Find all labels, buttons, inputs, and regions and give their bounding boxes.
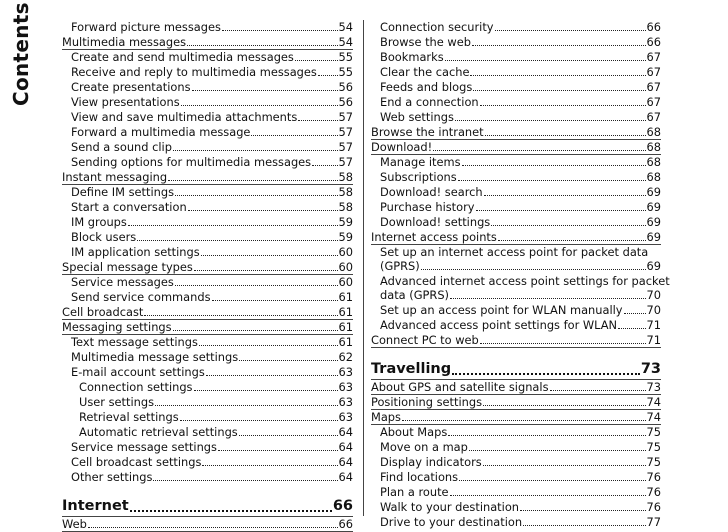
toc-entry[interactable] xyxy=(62,335,353,350)
toc-entry[interactable] xyxy=(371,170,661,185)
toc-entry[interactable] xyxy=(62,380,353,395)
toc-page-number: 68 xyxy=(646,155,661,169)
toc-dot-leader xyxy=(624,313,646,314)
toc-page-number: 61 xyxy=(338,290,353,304)
toc-entry[interactable] xyxy=(62,245,353,260)
toc-entry-label: IM application settings xyxy=(71,245,200,259)
toc-page-number: 57 xyxy=(338,140,353,154)
toc-entry[interactable] xyxy=(62,170,353,185)
toc-entry-label: data (GPRS) xyxy=(380,288,450,302)
toc-entry-label: Browse the intranet xyxy=(371,125,484,139)
toc-page-number: 56 xyxy=(338,95,353,109)
toc-page-number: 67 xyxy=(646,110,661,124)
toc-entry-label: Drive to your destination xyxy=(380,515,523,529)
toc-chapter-entry[interactable] xyxy=(371,360,661,380)
toc-dot-leader xyxy=(480,105,646,106)
toc-entry-label: Display indicators xyxy=(380,455,482,469)
toc-entry-label: Purchase history xyxy=(380,200,475,214)
toc-entry[interactable] xyxy=(371,485,661,500)
toc-entry[interactable] xyxy=(371,95,661,110)
toc-entry[interactable] xyxy=(62,320,353,335)
toc-entry[interactable] xyxy=(371,80,661,95)
toc-page-number: 58 xyxy=(338,200,353,214)
toc-dot-leader xyxy=(239,360,337,361)
toc-entry[interactable] xyxy=(371,110,661,125)
toc-entry-label: Maps xyxy=(371,410,401,424)
toc-page-number: 60 xyxy=(338,245,353,259)
toc-page-number: 75 xyxy=(646,440,661,454)
toc-entry-label: Plan a route xyxy=(380,485,449,499)
toc-entry[interactable] xyxy=(371,140,661,155)
toc-entry-label: Retrieval settings xyxy=(79,410,179,424)
toc-entry-label: Connect PC to web xyxy=(371,333,479,347)
toc-entry-label: User settings xyxy=(79,395,155,409)
toc-entry[interactable] xyxy=(371,333,661,348)
toc-entry-label: End a connection xyxy=(380,95,479,109)
toc-entry-label: Manage items xyxy=(380,155,461,169)
toc-entry-label: View presentations xyxy=(71,95,180,109)
toc-entry[interactable] xyxy=(62,65,353,80)
toc-page-number: 54 xyxy=(338,20,353,34)
toc-entry[interactable] xyxy=(62,350,353,365)
toc-entry-label: About Maps xyxy=(380,425,448,439)
toc-page-number: 57 xyxy=(338,110,353,124)
toc-entry-label: Service messages xyxy=(71,275,174,289)
toc-entry[interactable] xyxy=(371,245,661,274)
toc-page-number: 64 xyxy=(338,440,353,454)
toc-entry-label: Find locations xyxy=(380,470,459,484)
toc-entry[interactable] xyxy=(62,95,353,110)
toc-page-number: 61 xyxy=(338,320,353,334)
toc-entry-label: Special message types xyxy=(62,260,193,274)
toc-entry-label: Instant messaging xyxy=(62,170,168,184)
toc-dot-leader xyxy=(201,255,338,256)
toc-dot-leader xyxy=(251,135,337,136)
toc-page-number: 62 xyxy=(338,350,353,364)
toc-dot-leader xyxy=(295,60,338,61)
toc-dot-leader xyxy=(180,420,338,421)
toc-dot-leader xyxy=(495,30,646,31)
toc-page-number: 66 xyxy=(332,498,353,514)
toc-entry-label: Cell broadcast settings xyxy=(71,455,202,469)
toc-page-number: 76 xyxy=(646,485,661,499)
toc-entry[interactable] xyxy=(62,305,353,320)
toc-dot-leader xyxy=(181,105,338,106)
toc-entry[interactable] xyxy=(371,20,661,35)
toc-page-number: 68 xyxy=(646,140,661,154)
toc-entry-label: Feeds and blogs xyxy=(380,80,473,94)
toc-dot-leader xyxy=(173,150,338,151)
contents-heading xyxy=(2,2,40,126)
toc-entry-label: Multimedia messages xyxy=(62,35,187,49)
toc-entry[interactable] xyxy=(62,260,353,275)
toc-page-number: 74 xyxy=(646,395,661,409)
toc-entry[interactable] xyxy=(62,155,353,170)
toc-dot-leader xyxy=(445,60,646,61)
toc-dot-leader xyxy=(483,405,645,406)
toc-entry[interactable] xyxy=(371,50,661,65)
toc-entry-label: Advanced access point settings for WLAN xyxy=(380,318,618,332)
toc-entry-label: Browse the web xyxy=(380,35,471,49)
toc-dot-leader xyxy=(452,373,640,375)
toc-entry[interactable] xyxy=(62,185,353,200)
toc-dot-leader xyxy=(469,450,646,451)
toc-dot-leader xyxy=(194,390,338,391)
toc-entry-label: Connection settings xyxy=(79,380,193,394)
toc-entry-label: Download! xyxy=(371,140,433,154)
toc-dot-leader xyxy=(194,270,338,271)
toc-dot-leader xyxy=(318,75,338,76)
toc-entry[interactable] xyxy=(371,274,670,303)
toc-entry-label: (GPRS) xyxy=(380,259,420,273)
toc-entry-label: Download! search xyxy=(380,185,483,199)
toc-entry-label: Send service commands xyxy=(71,290,211,304)
toc-dot-leader xyxy=(455,120,646,121)
toc-entry[interactable] xyxy=(371,515,661,530)
toc-entry-label: Start a conversation xyxy=(71,200,187,214)
toc-entry[interactable] xyxy=(371,230,661,245)
toc-page-number: 75 xyxy=(646,455,661,469)
toc-entry-label: Download! settings xyxy=(380,215,491,229)
toc-dot-leader xyxy=(498,240,646,241)
toc-dot-leader xyxy=(459,480,645,481)
toc-entry[interactable] xyxy=(371,215,661,230)
toc-page-number: 69 xyxy=(646,215,661,229)
toc-page-number: 63 xyxy=(338,410,353,424)
toc-entry[interactable] xyxy=(62,410,353,425)
contents-heading-text: Contents xyxy=(9,2,33,106)
toc-entry[interactable] xyxy=(62,20,353,35)
toc-page-number: 55 xyxy=(338,50,353,64)
toc-dot-leader xyxy=(218,450,338,451)
toc-entry[interactable] xyxy=(371,200,661,215)
toc-dot-leader xyxy=(520,510,645,511)
toc-entry[interactable] xyxy=(371,318,661,333)
toc-dot-leader xyxy=(206,375,338,376)
toc-entry[interactable] xyxy=(371,395,661,410)
toc-chapter-entry[interactable] xyxy=(62,497,353,517)
toc-dot-leader xyxy=(175,195,337,196)
toc-page-number: 63 xyxy=(338,395,353,409)
toc-dot-leader xyxy=(483,465,646,466)
toc-page-number: 76 xyxy=(646,500,661,514)
toc-dot-leader xyxy=(450,298,645,299)
toc-dot-leader xyxy=(175,285,338,286)
toc-dot-leader xyxy=(144,315,337,316)
toc-entry-label: Bookmarks xyxy=(380,50,444,64)
toc-entry[interactable] xyxy=(371,410,661,425)
toc-dot-leader xyxy=(199,345,338,346)
toc-entry-label: Define IM settings xyxy=(71,185,175,199)
toc-chapter-label: Internet xyxy=(62,498,129,514)
toc-entry[interactable] xyxy=(62,425,353,440)
toc-entry-label: E-mail account settings xyxy=(71,365,205,379)
toc-dot-leader xyxy=(137,240,337,241)
toc-dot-leader xyxy=(480,343,646,344)
toc-dot-leader xyxy=(202,465,337,466)
toc-page-number: 58 xyxy=(338,185,353,199)
toc-page-number: 69 xyxy=(646,200,661,214)
toc-entry-label: Web xyxy=(62,517,87,531)
toc-entry[interactable] xyxy=(62,125,353,140)
toc-dot-leader xyxy=(458,180,646,181)
toc-dot-leader xyxy=(239,435,338,436)
toc-page-number: 69 xyxy=(646,230,661,244)
toc-entry-label: Service message settings xyxy=(71,440,217,454)
toc-entry-label: Send a sound clip xyxy=(71,140,172,154)
toc-entry[interactable] xyxy=(62,395,353,410)
toc-entry[interactable] xyxy=(62,290,353,305)
toc-entry-label: Create and send multimedia messages xyxy=(71,50,294,64)
toc-dot-leader xyxy=(402,420,646,421)
toc-page-number: 70 xyxy=(646,288,661,302)
toc-page-number: 60 xyxy=(338,260,353,274)
toc-entry-label: Connection security xyxy=(380,20,494,34)
toc-entry[interactable] xyxy=(62,50,353,65)
toc-dot-leader xyxy=(433,150,645,151)
toc-page-number: 66 xyxy=(338,517,353,531)
toc-right-column xyxy=(371,20,670,530)
toc-entry[interactable] xyxy=(62,275,353,290)
toc-dot-leader xyxy=(130,510,332,512)
toc-entry-label: Move on a map xyxy=(380,440,468,454)
toc-page-number: 76 xyxy=(646,470,661,484)
toc-page-number: 71 xyxy=(646,318,661,332)
toc-entry-label: Multimedia message settings xyxy=(71,350,239,364)
toc-entry[interactable] xyxy=(62,455,353,470)
toc-dot-leader xyxy=(312,165,337,166)
toc-dot-leader xyxy=(212,300,338,301)
toc-entry-label: View and save multimedia attachments xyxy=(71,110,298,124)
toc-dot-leader xyxy=(421,269,646,270)
toc-entry[interactable] xyxy=(371,455,661,470)
toc-page-number: 60 xyxy=(338,275,353,289)
toc-entry-label: Block users xyxy=(71,230,137,244)
toc-page-number: 73 xyxy=(640,361,661,377)
toc-entry-label: Create presentations xyxy=(71,80,191,94)
toc-page-number: 75 xyxy=(646,425,661,439)
toc-entry-label: IM groups xyxy=(71,215,127,229)
toc-entry-label: Text message settings xyxy=(71,335,198,349)
toc-dot-leader xyxy=(485,135,646,136)
toc-entry-label: Automatic retrieval settings xyxy=(79,425,238,439)
toc-page-number: 69 xyxy=(646,185,661,199)
toc-entry-label: Forward a multimedia message xyxy=(71,125,251,139)
toc-entry[interactable] xyxy=(371,500,661,515)
toc-entry[interactable] xyxy=(62,470,353,485)
toc-entry-label: Subscriptions xyxy=(380,170,457,184)
toc-page-number: 68 xyxy=(646,170,661,184)
toc-entry[interactable] xyxy=(62,80,353,95)
toc-entry[interactable] xyxy=(371,380,661,395)
toc-page-number: 67 xyxy=(646,95,661,109)
toc-entry[interactable] xyxy=(371,303,661,318)
toc-page-number: 66 xyxy=(646,35,661,49)
toc-entry-label: Other settings xyxy=(71,470,153,484)
toc-dot-leader xyxy=(128,225,338,226)
toc-entry[interactable] xyxy=(371,65,661,80)
toc-page-number: 70 xyxy=(646,303,661,317)
toc-dot-leader xyxy=(462,165,646,166)
toc-page-number: 61 xyxy=(338,305,353,319)
toc-entry[interactable] xyxy=(371,185,661,200)
toc-entry-label: Cell broadcast xyxy=(62,305,144,319)
toc-page-number: 57 xyxy=(338,155,353,169)
toc-page-number: 64 xyxy=(338,455,353,469)
toc-dot-leader xyxy=(188,210,338,211)
toc-page-number: 67 xyxy=(646,65,661,79)
toc-dot-leader xyxy=(470,75,645,76)
toc-entry-label: Clear the cache xyxy=(380,65,470,79)
toc-dot-leader xyxy=(476,210,646,211)
toc-dot-leader xyxy=(472,45,646,46)
toc-page-number: 67 xyxy=(646,80,661,94)
toc-entry-label: Forward picture messages xyxy=(71,20,221,34)
toc-page-number: 73 xyxy=(646,380,661,394)
toc-page-number: 64 xyxy=(338,470,353,484)
toc-page-number: 77 xyxy=(646,515,661,529)
toc-entry[interactable] xyxy=(371,35,661,50)
toc-page-number: 59 xyxy=(338,230,353,244)
toc-page-number: 61 xyxy=(338,335,353,349)
toc-page-number: 63 xyxy=(338,365,353,379)
toc-entry-label-line1: Advanced internet access point settings for packet xyxy=(380,274,670,288)
toc-entry-label-line1: Set up an internet access point for packet data xyxy=(380,245,649,259)
toc-entry[interactable] xyxy=(62,200,353,215)
toc-dot-leader xyxy=(192,90,338,91)
toc-dot-leader xyxy=(187,45,337,46)
toc-dot-leader xyxy=(618,328,645,329)
toc-left-column xyxy=(62,20,353,532)
toc-entry[interactable] xyxy=(371,125,661,140)
toc-dot-leader xyxy=(298,120,337,121)
toc-page-number: 63 xyxy=(338,380,353,394)
toc-entry[interactable] xyxy=(62,140,353,155)
toc-dot-leader xyxy=(450,495,646,496)
toc-entry[interactable] xyxy=(62,365,353,380)
toc-page-number: 59 xyxy=(338,215,353,229)
toc-dot-leader xyxy=(155,405,337,406)
toc-entry-label: Web settings xyxy=(380,110,454,124)
toc-entry[interactable] xyxy=(371,425,661,440)
toc-page-number: 56 xyxy=(338,80,353,94)
toc-page-number: 69 xyxy=(646,259,661,273)
toc-dot-leader xyxy=(168,180,337,181)
toc-dot-leader xyxy=(88,527,338,528)
toc-page-number: 57 xyxy=(338,125,353,139)
toc-page-number: 74 xyxy=(646,410,661,424)
toc-entry-label: Sending options for multimedia messages xyxy=(71,155,312,169)
column-divider xyxy=(363,20,364,516)
toc-entry-label: Internet access points xyxy=(371,230,497,244)
toc-entry[interactable] xyxy=(62,35,353,50)
toc-page-number: 64 xyxy=(338,425,353,439)
toc-page-number: 54 xyxy=(338,35,353,49)
toc-entry[interactable] xyxy=(62,517,353,532)
toc-entry-label: About GPS and satellite signals xyxy=(371,380,549,394)
toc-dot-leader xyxy=(473,90,645,91)
toc-entry[interactable] xyxy=(62,440,353,455)
toc-page-number: 71 xyxy=(646,333,661,347)
toc-page-number: 66 xyxy=(646,20,661,34)
toc-dot-leader xyxy=(550,390,646,391)
toc-entry-label: Walk to your destination xyxy=(380,500,520,514)
toc-dot-leader xyxy=(153,480,337,481)
toc-chapter-label: Travelling xyxy=(371,361,452,377)
toc-entry[interactable] xyxy=(62,110,353,125)
toc-dot-leader xyxy=(222,30,338,31)
toc-page-number: 55 xyxy=(338,65,353,79)
toc-page-number: 68 xyxy=(646,125,661,139)
toc-dot-leader xyxy=(448,435,645,436)
toc-entry-label: Set up an access point for WLAN manually xyxy=(380,303,623,317)
toc-entry[interactable] xyxy=(371,470,661,485)
toc-entry[interactable] xyxy=(371,440,661,455)
toc-entry[interactable] xyxy=(371,155,661,170)
toc-entry[interactable] xyxy=(62,215,353,230)
toc-entry-label: Positioning settings xyxy=(371,395,483,409)
toc-entry-label: Messaging settings xyxy=(62,320,172,334)
toc-entry[interactable] xyxy=(62,230,353,245)
toc-dot-leader xyxy=(491,225,645,226)
toc-entry-label: Receive and reply to multimedia messages xyxy=(71,65,317,79)
toc-page-number: 58 xyxy=(338,170,353,184)
toc-dot-leader xyxy=(484,195,646,196)
toc-dot-leader xyxy=(173,330,338,331)
toc-page-number: 67 xyxy=(646,50,661,64)
